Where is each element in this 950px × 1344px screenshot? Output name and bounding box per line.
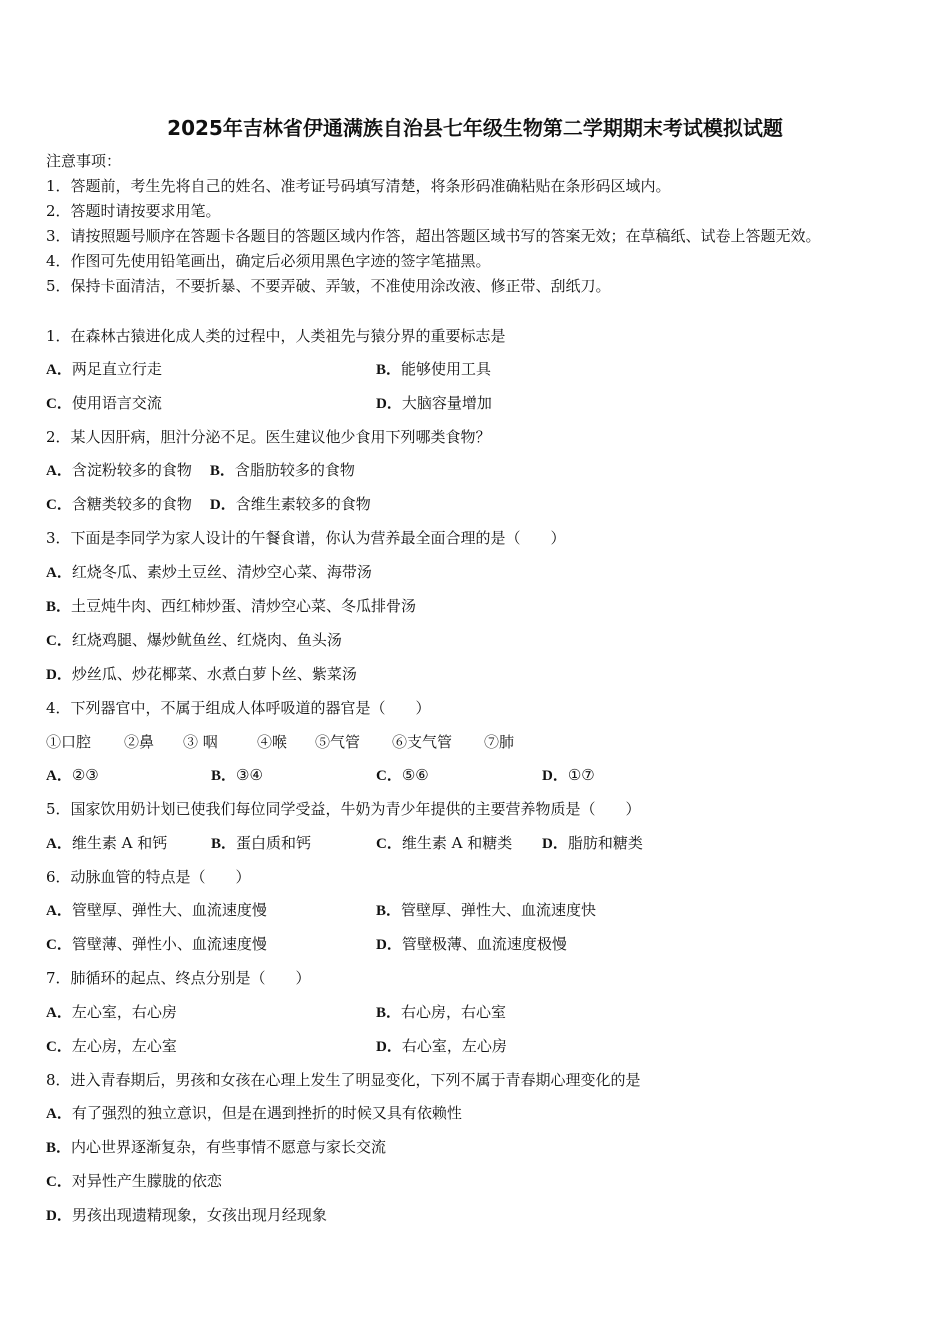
notice-item: 4．作图可先使用铅笔画出，确定后必须用黑色字迹的签字笔描黑。 (46, 252, 491, 270)
option-a: 红烧冬瓜、素炒土豆丝、清炒空心菜、海带汤 (71, 563, 372, 581)
question-5-stem: 5．国家饮用奶计划已使我们每位同学受益，牛奶为青少年提供的主要营养物质是（ ） (46, 800, 641, 818)
option-d: ①⑦ (567, 766, 595, 784)
option-a: 有了强烈的独立意识，但是在遇到挫折的时候又具有依赖性 (71, 1104, 462, 1122)
option-b: ③④ (236, 766, 263, 784)
option-a: 两足直立行走 (71, 360, 162, 378)
option-d: 管壁极薄、血流速度极慢 (401, 935, 567, 953)
option-c: 左心房，左心室 (71, 1037, 177, 1055)
option-d: 脂肪和糖类 (567, 834, 643, 852)
option-label: D． (376, 396, 402, 412)
option-c: 对异性产生朦胧的依恋 (71, 1172, 222, 1190)
option-b: 管壁厚、弹性大、血流速度快 (401, 901, 597, 919)
option-label: D． (542, 836, 568, 852)
question-8-stem: 8．进入青春期后，男孩和女孩在心理上发生了明显变化，下列不属于青春期心理变化的是 (46, 1071, 641, 1089)
option-b: 蛋白质和钙 (236, 834, 312, 852)
option-label: D． (209, 497, 236, 513)
option-label: B． (376, 1005, 402, 1021)
question-6-row-cd (46, 934, 567, 955)
question-7-stem: 7．肺循环的起点、终点分别是（ ） (46, 969, 311, 987)
question-3-option-c (46, 630, 342, 651)
option-label: B． (211, 768, 237, 784)
question-8-option-d (46, 1205, 327, 1226)
question-7-row-cd (46, 1036, 507, 1057)
question-4-stem: 4．下列器官中，不属于组成人体呼吸道的器官是（ ） (46, 699, 431, 717)
option-label: D． (376, 937, 402, 953)
option-c: 维生素 A 和糖类 (401, 834, 513, 852)
option-label: D． (46, 667, 72, 683)
question-8-option-b (46, 1137, 386, 1158)
option-b: 土豆炖牛肉、西红柿炒蛋、清炒空心菜、冬瓜排骨汤 (71, 597, 417, 615)
question-2-stem: 2．某人因肝病，胆汁分泌不足。医生建议他少食用下列哪类食物？ (46, 428, 491, 446)
option-d: 大脑容量增加 (401, 394, 492, 412)
option-label: C． (46, 497, 72, 513)
option-b: 内心世界逐渐复杂，有些事情不愿意与家长交流 (71, 1138, 387, 1156)
option-label: A． (46, 836, 72, 852)
option-a: 维生素 A 和钙 (71, 834, 168, 852)
option-a: ②③ (71, 766, 99, 784)
option-label: A． (46, 1106, 72, 1122)
option-label: C． (46, 396, 72, 412)
option-label: B． (46, 1140, 72, 1156)
option-c: 红烧鸡腿、爆炒鱿鱼丝、红烧肉、鱼头汤 (71, 631, 342, 649)
option-label: C． (46, 1039, 72, 1055)
option-b: 右心房，右心室 (401, 1003, 507, 1021)
question-1-row-cd (46, 393, 492, 414)
option-label: A． (46, 1005, 72, 1021)
option-label: C． (376, 836, 402, 852)
question-4-options (46, 765, 746, 785)
page-title: 2025年吉林省伊通满族自治县七年级生物第二学期期末考试模拟试题 (167, 116, 783, 140)
option-label: A． (46, 463, 72, 479)
question-3-stem: 3．下面是李同学为家人设计的午餐食谱，你认为营养最全面合理的是（ ） (46, 529, 566, 547)
organ-item: ⑥支气管 (392, 733, 453, 751)
organ-item: ⑦肺 (484, 733, 515, 751)
option-b: 含脂肪较多的食物 (234, 461, 355, 479)
notice-item: 5．保持卡面清洁，不要折暴、不要弄破、弄皱，不准使用涂改液、修正带、刮纸刀。 (46, 277, 611, 295)
option-b: 能够使用工具 (401, 360, 492, 378)
option-label: B． (211, 836, 237, 852)
question-6-row-ab (46, 900, 597, 921)
organ-item: ④喉 (257, 733, 288, 751)
option-label: C． (46, 1174, 72, 1190)
option-label: A． (46, 362, 72, 378)
option-label: C． (376, 768, 402, 784)
option-label: A． (46, 565, 72, 581)
question-2-row-cd (46, 494, 371, 515)
notice-item: 2．答题时请按要求用笔。 (46, 202, 221, 220)
question-3-option-b (46, 596, 416, 617)
option-label: D． (542, 768, 568, 784)
option-label: C． (46, 633, 72, 649)
option-d: 男孩出现遗精现象，女孩出现月经现象 (71, 1206, 327, 1224)
question-3-option-a (46, 562, 372, 583)
option-label: D． (46, 1208, 72, 1224)
question-5-options (46, 833, 746, 853)
question-8-option-c (46, 1171, 222, 1192)
option-c: ⑤⑥ (401, 766, 429, 784)
notice-item: 3．请按照题号顺序在答题卡各题目的答题区域内作答，超出答题区域书写的答案无效；在草稿纸、试卷上答题无效。 (46, 227, 821, 245)
notice-heading: 注意事项： (46, 152, 122, 170)
option-c: 管壁薄、弹性小、血流速度慢 (71, 935, 267, 953)
option-label: B． (376, 362, 402, 378)
option-label: B． (209, 463, 235, 479)
notice-item: 1．答题前，考生先将自己的姓名、准考证号码填写清楚，将条形码准确粘贴在条形码区域内。 (46, 177, 671, 195)
option-d: 炒丝瓜、炒花椰菜、水煮白萝卜丝、紫菜汤 (71, 665, 357, 683)
option-label: B． (376, 903, 402, 919)
option-a: 管壁厚、弹性大、血流速度慢 (71, 901, 267, 919)
question-3-option-d (46, 664, 357, 685)
option-label: A． (46, 768, 72, 784)
question-1-row-ab (46, 359, 492, 380)
option-a: 含淀粉较多的食物 (71, 461, 192, 479)
option-c: 使用语言交流 (71, 394, 162, 412)
organ-item: ②鼻 (124, 733, 155, 751)
question-7-row-ab (46, 1002, 507, 1023)
option-c: 含糖类较多的食物 (71, 495, 192, 513)
question-2-row-ab (46, 460, 355, 481)
question-6-stem: 6．动脉血管的特点是（ ） (46, 868, 251, 886)
question-1-stem: 1．在森林古猿进化成人类的过程中，人类祖先与猿分界的重要标志是 (46, 327, 506, 345)
organ-item: ③ 咽 (183, 733, 218, 751)
option-label: B． (46, 599, 72, 615)
option-label: C． (46, 937, 72, 953)
question-8-option-a (46, 1103, 462, 1124)
option-label: A． (46, 903, 72, 919)
option-d: 含维生素较多的食物 (235, 495, 371, 513)
option-a: 左心室，右心房 (71, 1003, 177, 1021)
option-label: D． (376, 1039, 402, 1055)
organ-item: ①口腔 (46, 733, 92, 751)
option-d: 右心室，左心房 (401, 1037, 507, 1055)
organ-item: ⑤气管 (315, 733, 361, 751)
